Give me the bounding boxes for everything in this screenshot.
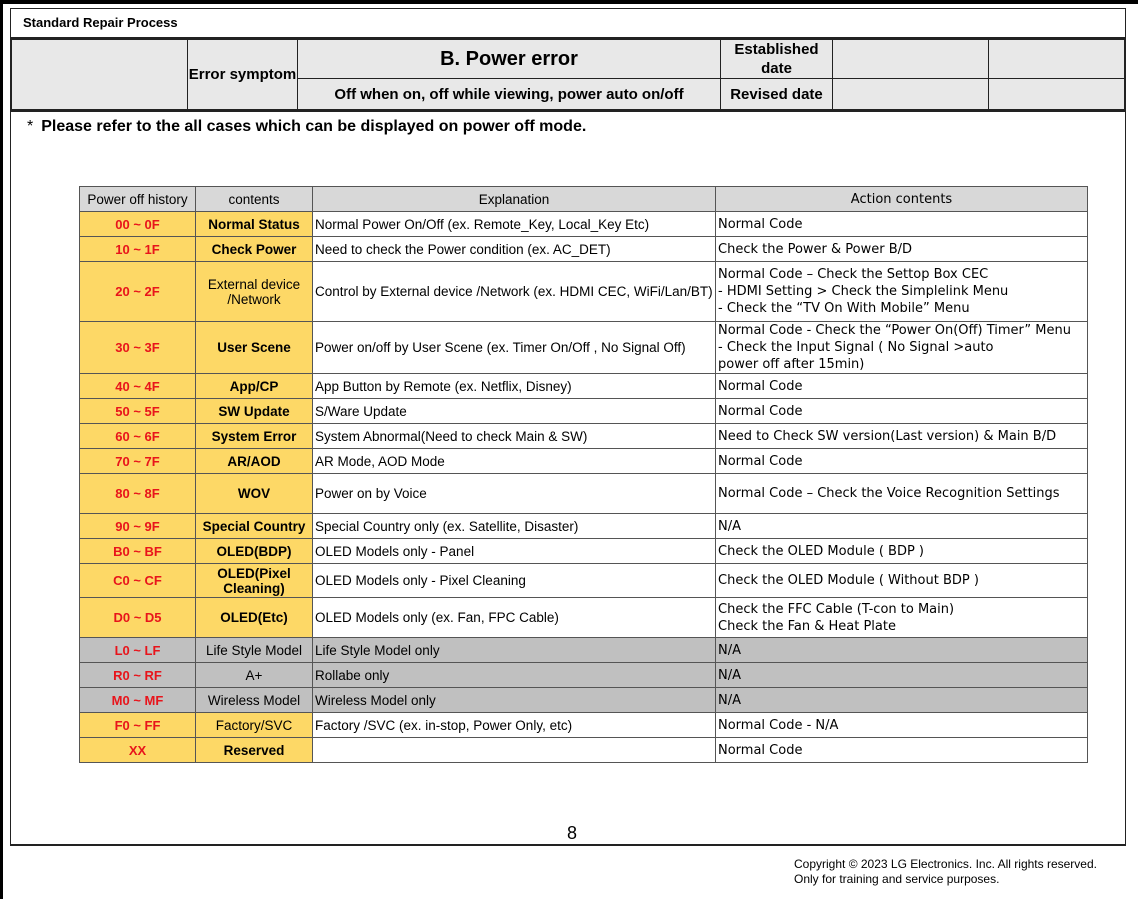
error-title: B. Power error xyxy=(298,39,721,79)
column-header-action-contents: Action contents xyxy=(716,187,1088,212)
note-text: Please refer to the all cases which can be displayed on power off mode. xyxy=(41,118,587,135)
table-row xyxy=(80,262,1088,322)
code-cell: D0 ~ D5 xyxy=(80,598,196,638)
explanation-cell: System Abnormal(Need to check Main & SW) xyxy=(313,424,716,449)
content-cell: OLED(Etc) xyxy=(196,598,313,638)
explanation-cell: Wireless Model only xyxy=(313,688,716,713)
content-cell: Life Style Model xyxy=(196,638,313,663)
content-cell: Normal Status xyxy=(196,212,313,237)
action-cell: Normal Code - N/A xyxy=(716,713,1088,738)
content-cell: A+ xyxy=(196,663,313,688)
content-cell: AR/AOD xyxy=(196,449,313,474)
explanation-cell: OLED Models only - Pixel Cleaning xyxy=(313,564,716,598)
action-cell: Normal Code xyxy=(716,212,1088,237)
established-date-extra xyxy=(989,39,1125,79)
error-symptom-label: Error symptom xyxy=(188,39,298,111)
code-cell: M0 ~ MF xyxy=(80,688,196,713)
column-header-contents: contents xyxy=(196,187,313,212)
code-cell: 50 ~ 5F xyxy=(80,399,196,424)
window-top-border xyxy=(0,0,1138,4)
code-cell: C0 ~ CF xyxy=(80,564,196,598)
code-cell: 70 ~ 7F xyxy=(80,449,196,474)
table-row xyxy=(80,449,1088,474)
action-cell: Normal Code xyxy=(716,449,1088,474)
action-cell: N/A xyxy=(716,663,1088,688)
copyright-line-2: Only for training and service purposes. xyxy=(794,872,1000,886)
code-cell: XX xyxy=(80,738,196,763)
copyright-line-1: Copyright © 2023 LG Electronics. Inc. All rights reserved. xyxy=(794,857,1097,871)
action-cell: Check the OLED Module ( BDP ) xyxy=(716,539,1088,564)
error-description: Off when on, off while viewing, power auto on/off xyxy=(298,79,721,111)
established-date-label: Established date xyxy=(721,39,833,79)
action-cell: Normal Code xyxy=(716,399,1088,424)
content-cell: Special Country xyxy=(196,514,313,539)
document-title: Standard Repair Process xyxy=(23,15,178,30)
document-page xyxy=(10,8,1126,846)
table-header-row xyxy=(80,187,1088,212)
explanation-cell xyxy=(313,738,716,763)
header-table xyxy=(11,37,1125,112)
action-cell: Check the OLED Module ( Without BDP ) xyxy=(716,564,1088,598)
action-cell: N/A xyxy=(716,688,1088,713)
code-cell: R0 ~ RF xyxy=(80,663,196,688)
explanation-cell: Special Country only (ex. Satellite, Disaster) xyxy=(313,514,716,539)
action-cell: N/A xyxy=(716,514,1088,539)
code-cell: F0 ~ FF xyxy=(80,713,196,738)
code-cell: B0 ~ BF xyxy=(80,539,196,564)
content-cell: Factory/SVC xyxy=(196,713,313,738)
content-cell: Wireless Model xyxy=(196,688,313,713)
table-row xyxy=(80,399,1088,424)
explanation-cell: App Button by Remote (ex. Netflix, Disney) xyxy=(313,374,716,399)
explanation-cell: Control by External device /Network (ex. HDMI CEC, WiFi/Lan/BT) xyxy=(313,262,716,322)
revised-date-extra xyxy=(989,79,1125,111)
action-cell: Need to Check SW version(Last version) & Main B/D xyxy=(716,424,1088,449)
code-cell: 60 ~ 6F xyxy=(80,424,196,449)
table-row xyxy=(80,688,1088,713)
explanation-cell: S/Ware Update xyxy=(313,399,716,424)
explanation-cell: Normal Power On/Off (ex. Remote_Key, Local_Key Etc) xyxy=(313,212,716,237)
content-cell: OLED(Pixel Cleaning) xyxy=(196,564,313,598)
code-cell: 40 ~ 4F xyxy=(80,374,196,399)
content-cell: OLED(BDP) xyxy=(196,539,313,564)
table-row xyxy=(80,713,1088,738)
revised-date-label: Revised date xyxy=(721,79,833,111)
code-cell: 20 ~ 2F xyxy=(80,262,196,322)
explanation-cell: OLED Models only - Panel xyxy=(313,539,716,564)
table-row xyxy=(80,663,1088,688)
code-cell: 00 ~ 0F xyxy=(80,212,196,237)
table-row xyxy=(80,474,1088,514)
note xyxy=(27,118,586,136)
table-row xyxy=(80,539,1088,564)
explanation-cell: Power on/off by User Scene (ex. Timer On/Off , No Signal Off) xyxy=(313,322,716,374)
table-row xyxy=(80,237,1088,262)
action-cell: N/A xyxy=(716,638,1088,663)
table-row xyxy=(80,738,1088,763)
table-row xyxy=(80,564,1088,598)
content-cell: App/CP xyxy=(196,374,313,399)
content-cell: Check Power xyxy=(196,237,313,262)
table-row xyxy=(80,374,1088,399)
power-off-history-table xyxy=(79,186,1088,763)
code-cell: L0 ~ LF xyxy=(80,638,196,663)
action-cell: Check the FFC Cable (T-con to Main) Check the Fan & Heat Plate xyxy=(716,598,1088,638)
code-cell: 10 ~ 1F xyxy=(80,237,196,262)
header-blank-cell xyxy=(12,39,188,111)
content-cell: WOV xyxy=(196,474,313,514)
code-cell: 30 ~ 3F xyxy=(80,322,196,374)
table-row xyxy=(80,638,1088,663)
explanation-cell: AR Mode, AOD Mode xyxy=(313,449,716,474)
action-cell: Normal Code - Check the “Power On(Off) Timer” Menu - Check the Input Signal ( No Signal >auto power off after 15min) xyxy=(716,322,1088,374)
explanation-cell: Need to check the Power condition (ex. AC_DET) xyxy=(313,237,716,262)
window-left-border xyxy=(0,0,3,899)
table-row xyxy=(80,322,1088,374)
explanation-cell: OLED Models only (ex. Fan, FPC Cable) xyxy=(313,598,716,638)
table-row xyxy=(80,514,1088,539)
action-cell: Normal Code xyxy=(716,738,1088,763)
content-cell: SW Update xyxy=(196,399,313,424)
note-marker: * xyxy=(27,118,34,135)
content-cell: User Scene xyxy=(196,322,313,374)
action-cell: Normal Code – Check the Voice Recognition Settings xyxy=(716,474,1088,514)
table-row xyxy=(80,598,1088,638)
explanation-cell: Power on by Voice xyxy=(313,474,716,514)
code-cell: 90 ~ 9F xyxy=(80,514,196,539)
content-cell: Reserved xyxy=(196,738,313,763)
explanation-cell: Factory /SVC (ex. in-stop, Power Only, etc) xyxy=(313,713,716,738)
action-cell: Check the Power & Power B/D xyxy=(716,237,1088,262)
explanation-cell: Life Style Model only xyxy=(313,638,716,663)
content-cell: External device /Network xyxy=(196,262,313,322)
code-cell: 80 ~ 8F xyxy=(80,474,196,514)
explanation-cell: Rollabe only xyxy=(313,663,716,688)
established-date-value xyxy=(833,39,989,79)
page-number: 8 xyxy=(567,823,578,843)
copyright xyxy=(794,857,1097,887)
action-cell: Normal Code – Check the Settop Box CEC - HDMI Setting > Check the Simplelink Menu - Check the “TV On With Mobile” Menu xyxy=(716,262,1088,322)
revised-date-value xyxy=(833,79,989,111)
column-header-explanation: Explanation xyxy=(313,187,716,212)
table-row xyxy=(80,212,1088,237)
action-cell: Normal Code xyxy=(716,374,1088,399)
table-row xyxy=(80,424,1088,449)
content-cell: System Error xyxy=(196,424,313,449)
column-header-power-off-history: Power off history xyxy=(80,187,196,212)
